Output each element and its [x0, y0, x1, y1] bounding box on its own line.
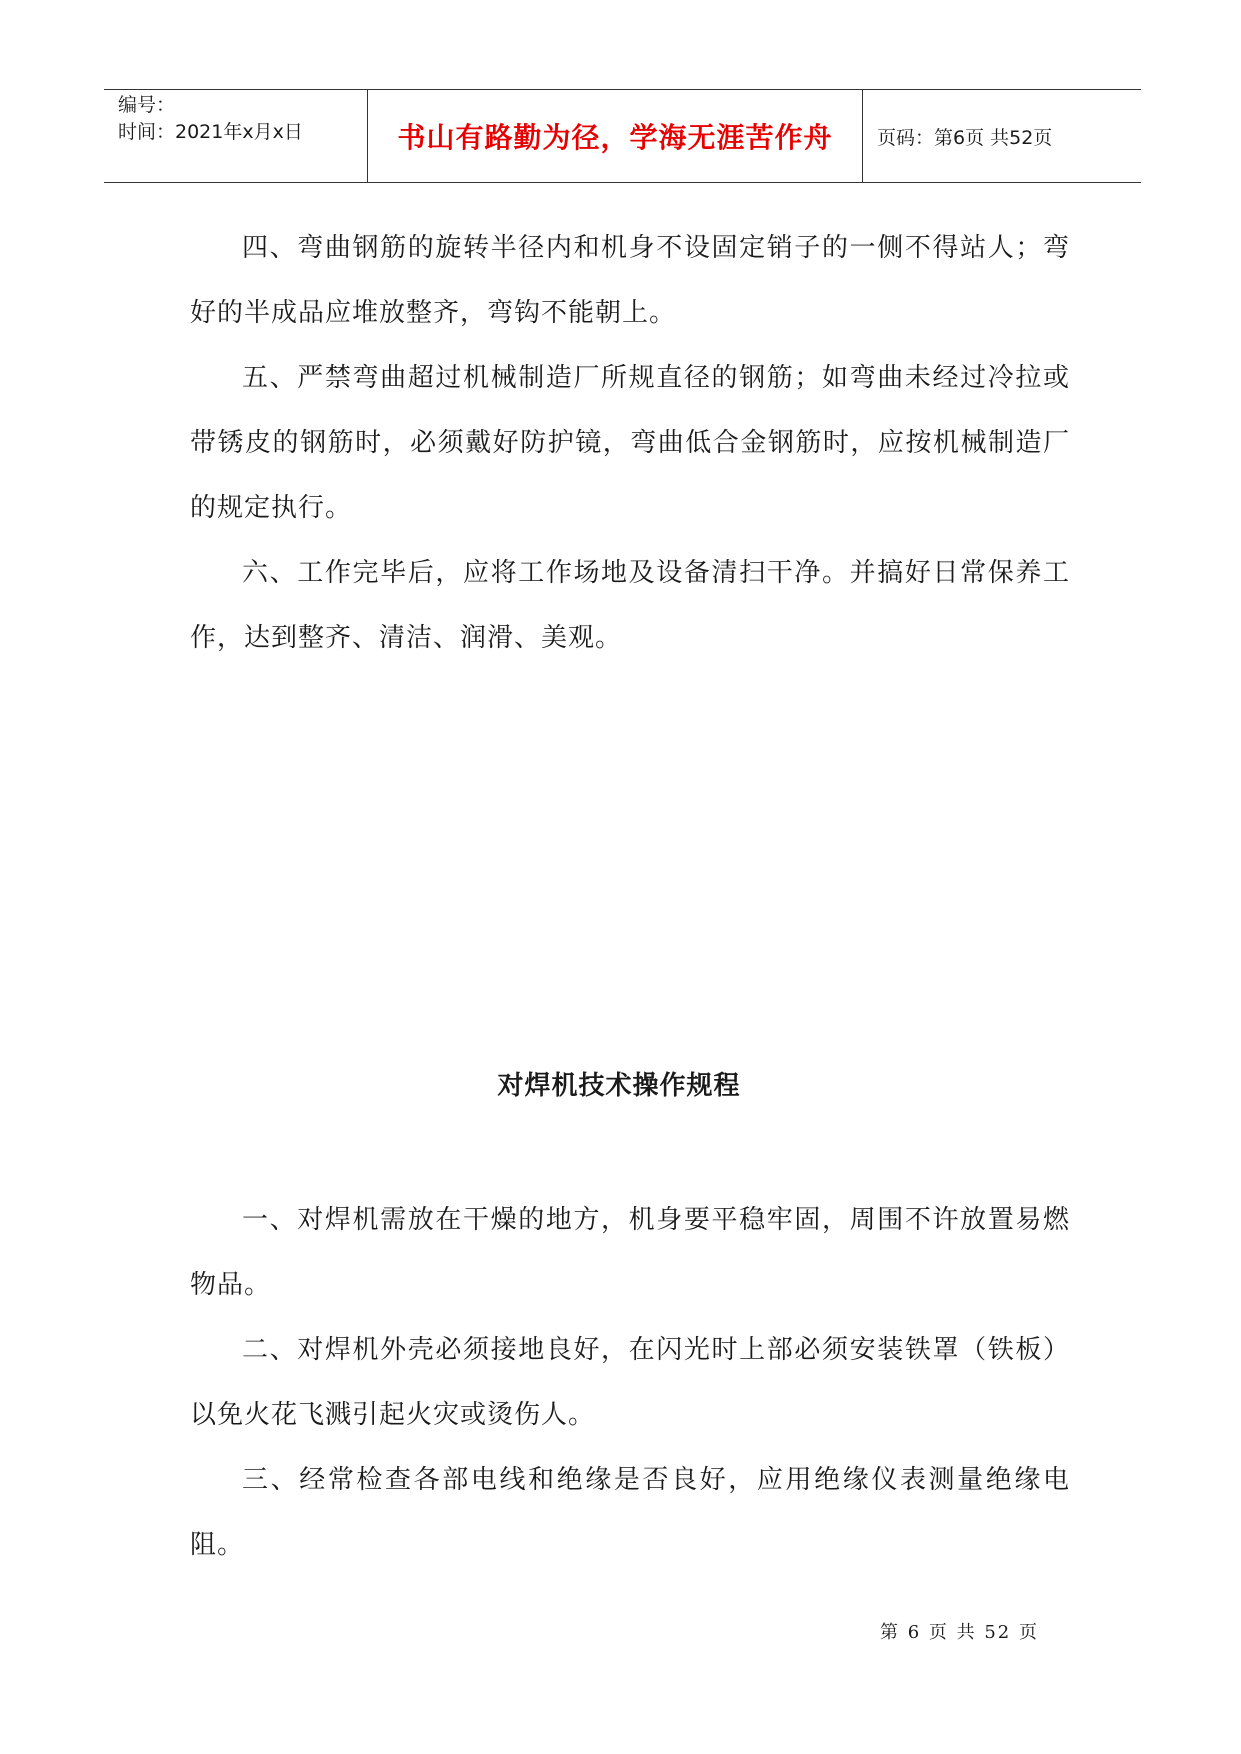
paragraph: 四、弯曲钢筋的旋转半径内和机身不设固定销子的一侧不得站人；弯好的半成品应堆放整齐，弯钩不能朝上。 — [190, 233, 1070, 328]
paragraph: 六、工作完毕后，应将工作场地及设备清扫干净。并搞好日常保养工作，达到整齐、清洁、润滑、美观。 — [190, 558, 1070, 653]
header-meta — [104, 90, 368, 182]
section-body-text — [190, 1188, 1070, 1578]
paragraph: 三、经常检查各部电线和绝缘是否良好，应用绝缘仪表测量绝缘电阻。 — [190, 1465, 1070, 1560]
header-motto: 书山有路勤为径，学海无涯苦作舟 — [368, 90, 863, 182]
document-number-label: 编号： — [118, 94, 176, 116]
page-header — [104, 89, 1141, 183]
document-date-label: 时间：2021年x月x日 — [118, 121, 303, 143]
paragraph: 五、严禁弯曲超过机械制造厂所规直径的钢筋；如弯曲未经过冷拉或带锈皮的钢筋时，必须戴好防护镜，弯曲低合金钢筋时，应按机械制造厂的规定执行。 — [190, 363, 1070, 523]
paragraph: 二、对焊机外壳必须接地良好，在闪光时上部必须安装铁罩（铁板）以免火花飞溅引起火灾或烫伤人。 — [190, 1335, 1070, 1430]
header-page-number: 页码：第6页 共52页 — [877, 126, 1053, 149]
page-footer: 第 6 页 共 52 页 — [880, 1622, 1039, 1643]
paragraph: 一、对焊机需放在干燥的地方，机身要平稳牢固，周围不许放置易燃物品。 — [190, 1205, 1070, 1300]
section-title: 对焊机技术操作规程 — [497, 1071, 741, 1101]
body-text — [190, 216, 1070, 671]
